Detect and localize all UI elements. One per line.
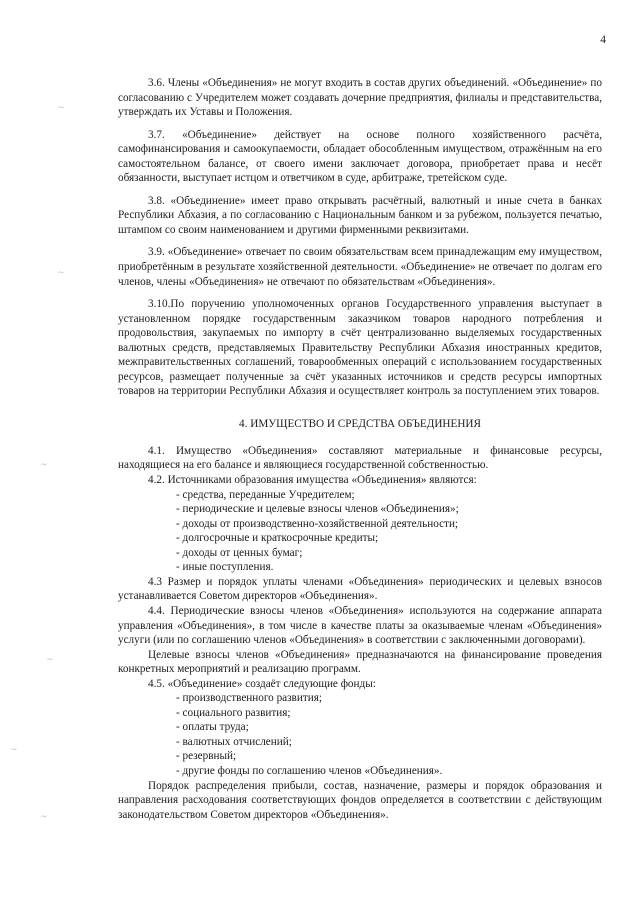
list-item: - иные поступления.: [176, 561, 274, 574]
paragraph-3-6: 3.6. Члены «Объединения» не могут входить в состав других объединений. «Объединение» по согласованию с Учредителем может создавать дочерние предприятия, филиалы и представительства, утверждать их Уставы и Положения.: [118, 77, 602, 119]
list-item: - средства, переданные Учредителем;: [176, 488, 355, 501]
paragraph-4-5: 4.5. «Объединение» создаёт следующие фонды:: [148, 677, 376, 690]
paragraph-4-4: 4.4. Периодические взносы членов «Объединения» используются на содержание аппарата управления «Объединения», в том числе в качестве платы за оказываемые членам «Объединения» услуги (или по соглашению членов «Объединения» в соответствии с заключенными договорами).: [118, 604, 602, 647]
page-number: 4: [600, 34, 606, 46]
margin-scan-mark: ∼: [40, 459, 48, 469]
list-item: - оплаты труда;: [176, 721, 249, 734]
paragraph-4-2: 4.2. Источниками образования имущества «Объединения» являются:: [148, 474, 477, 487]
list-item: - резервный;: [176, 750, 237, 763]
margin-scan-mark: ∼: [46, 654, 54, 664]
list-item: - периодические и целевые взносы членов «Объединения»;: [176, 503, 459, 516]
margin-scan-mark: ∼: [10, 744, 18, 754]
list-item: - доходы от ценных бумаг;: [176, 546, 303, 559]
margin-scan-mark: ∼: [40, 811, 48, 821]
paragraph-3-9: 3.9. «Объединение» отвечает по своим обязательствам всем принадлежащим ему имуществом, приобретённым в результате хозяйственной деятельности. «Объединение» не отвечает по долгам его членов, члены «Объединения» не отвечают по обязательствам «Объединения».: [118, 246, 602, 288]
paragraph-4-1: 4.1. Имущество «Объединения» составляют материальные и финансовые ресурсы, находящиеся на его балансе и являющиеся государственной собственностью.: [118, 444, 602, 472]
list-item: - другие фонды по соглашению членов «Объединения».: [176, 764, 443, 777]
paragraph-profit-distribution: Порядок распределения прибыли, состав, назначение, размеры и порядок образования и направления расходования соответствующих фондов определяется в соответствии с действующим законодательством Советом директоров «Объединения».: [118, 779, 602, 821]
document-body: [118, 76, 602, 822]
list-item: - доходы от производственно-хозяйственной деятельности;: [176, 517, 459, 530]
list-item: - производственного развития;: [176, 692, 322, 705]
paragraph-target-contributions: Целевые взносы членов «Объединения» предназначаются на финансирование проведения конкретных мероприятий и реализацию программ.: [118, 648, 602, 676]
list-item: - социального развития;: [176, 706, 291, 719]
sources-list: [118, 488, 602, 575]
margin-scan-mark: ∼: [57, 267, 65, 277]
paragraph-3-10: 3.10.По поручению уполномоченных органов Государственного управления выступает в установленном порядке государственным заказчиком товаров народного потребления и продовольствия, закупаемых по импорту в счёт централизованно выделяемых государственных валютных средств, представляемых Правительству Республики Абхазия иностранных кредитов, межправительственных соглашений, товарообменных операций с использованием государственных ресурсов, размещает полученные за счёт указанных источников и средств ресурсы импортных товаров на территории Республики Абхазия и осуществляет контроль за поступлением этих товаров.: [118, 298, 602, 398]
section-heading: 4. ИМУЩЕСТВО И СРЕДСТВА ОБЪЕДИНЕНИЯ: [239, 417, 481, 430]
list-item: - валютных отчислений;: [176, 735, 292, 748]
funds-list: [118, 691, 602, 778]
paragraph-3-7: 3.7. «Объединение» действует на основе полного хозяйственного расчёта, самофинансирования и самоокупаемости, обладает обособленным имуществом, отражённым на его самостоятельном балансе, от своего имени заключает договора, приобретает права и несёт обязанности, выступает истцом и ответчиком в суде, арбитраже, третейском суде.: [118, 128, 602, 185]
list-item: - долгосрочные и краткосрочные кредиты;: [176, 532, 379, 545]
paragraph-3-8: 3.8. «Объединение» имеет право открывать расчётный, валютный и иные счета в банках Республики Абхазия, а по согласованию с Национальным банком и за рубежом, пользуется печатью, штампом со своим наименованием и другими фирменными реквизитами.: [118, 194, 602, 236]
margin-scan-mark: ∼: [57, 102, 65, 112]
paragraph-4-3: 4.3 Размер и порядок уплаты членами «Объединения» периодических и целевых взносов устанавливается Советом директоров «Объединения».: [118, 575, 602, 603]
